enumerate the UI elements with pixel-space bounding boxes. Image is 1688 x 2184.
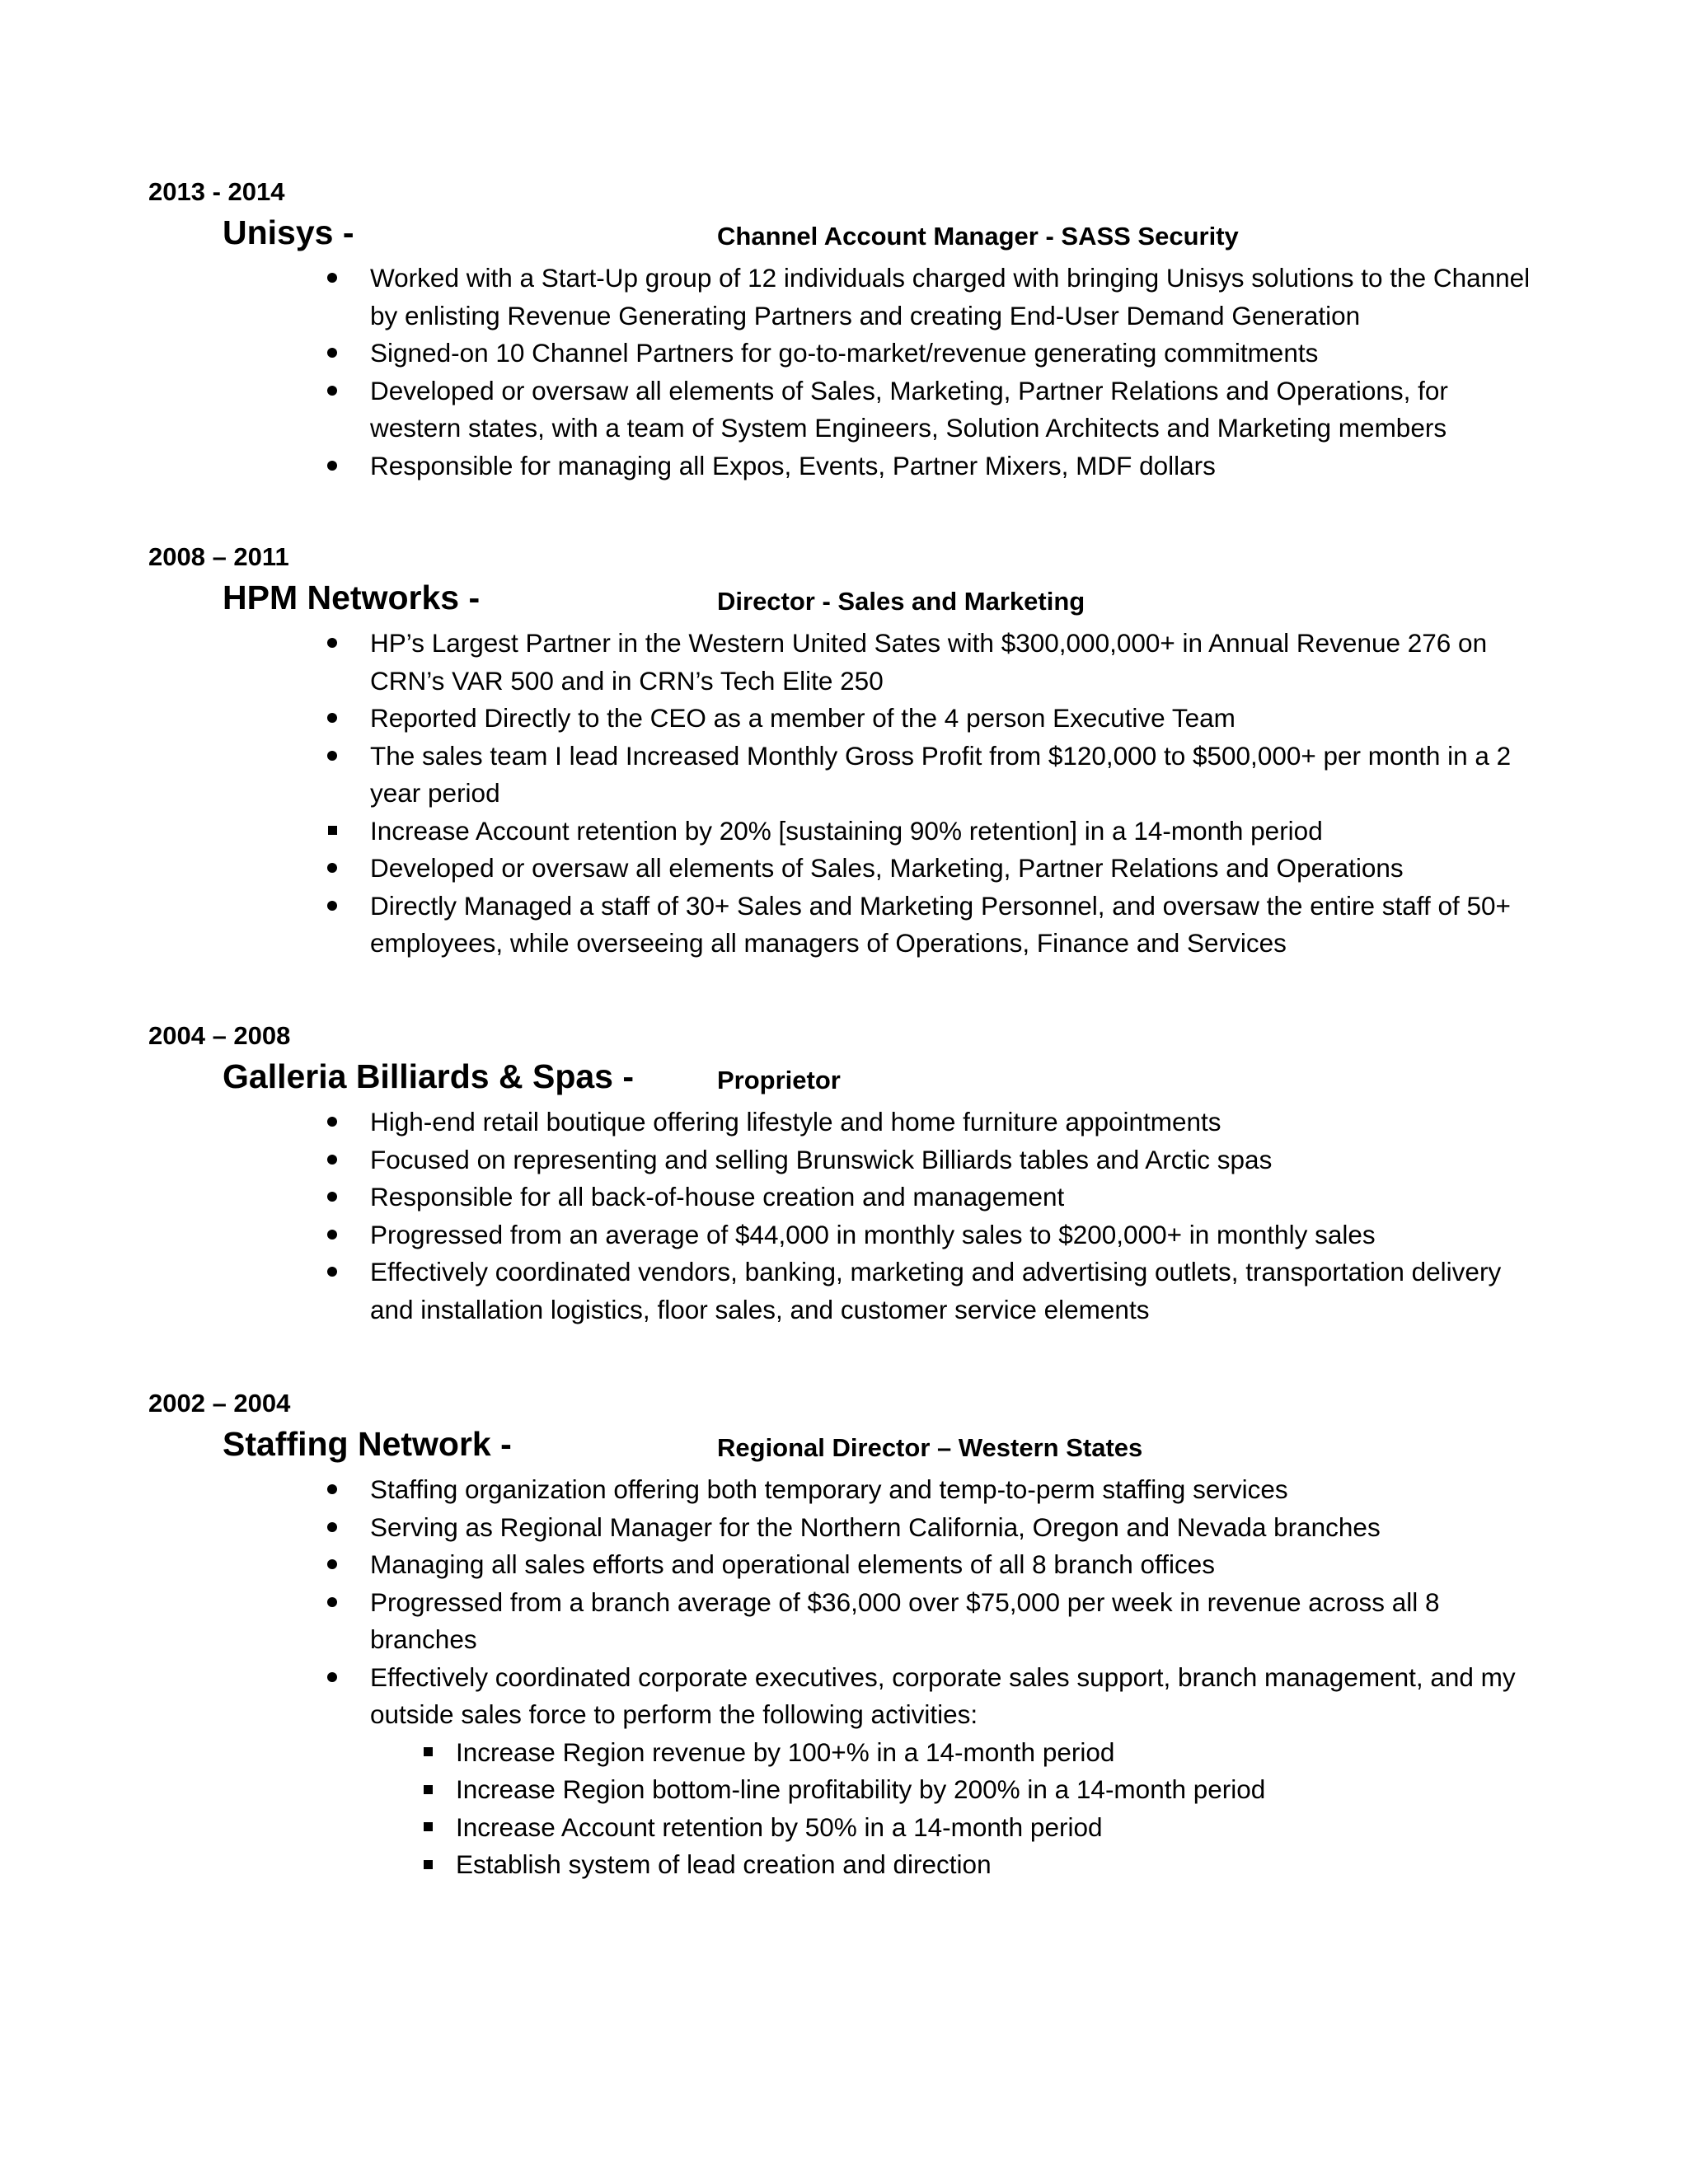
company-name: HPM Networks - <box>223 579 481 616</box>
job-years: 2004 – 2008 <box>148 1021 291 1050</box>
job-bullet-list <box>0 625 1688 963</box>
bullet-text: HP’s Largest Partner in the Western United Sates with $300,000,000+ in Annual Revenue 276 on CRN’s VAR 500 and in CRN’s Tech Elite 250 <box>370 628 1488 696</box>
job-role: Proprietor <box>717 1066 841 1094</box>
bullet-text: Worked with a Start-Up group of 12 individuals charged with bringing Unisys solutions to the Channel by enlisting Revenue Generating Partners and creating End-User Demand Generation <box>370 263 1531 330</box>
bullet-dot-icon <box>320 888 345 926</box>
list-item <box>0 1254 1540 1329</box>
list-item <box>0 1509 1540 1547</box>
bullet-dot-icon <box>320 1141 345 1179</box>
bullet-text: Managing all sales efforts and operational elements of all 8 branch offices <box>370 1549 1215 1579</box>
bullet-square-icon <box>420 1734 436 1772</box>
list-item <box>0 700 1540 738</box>
list-item <box>0 850 1540 888</box>
job-role: Regional Director – Western States <box>717 1433 1143 1462</box>
job-years: 2002 – 2004 <box>148 1389 291 1418</box>
list-item <box>0 448 1540 485</box>
bullet-dot-icon <box>320 850 345 888</box>
list-item <box>0 335 1540 373</box>
bullet-dot-icon <box>320 1509 345 1547</box>
list-item <box>370 1846 1540 1884</box>
list-item <box>0 1216 1540 1254</box>
bullet-dot-icon <box>320 1254 345 1291</box>
list-item <box>370 1809 1540 1847</box>
company-name: Unisys - <box>223 213 354 251</box>
bullet-text: Responsible for all back-of-house creation and management <box>370 1182 1065 1212</box>
job-role: Director - Sales and Marketing <box>717 587 1085 616</box>
sub-bullet-text: Establish system of lead creation and direction <box>456 1849 992 1879</box>
bullet-dot-icon <box>320 700 345 738</box>
bullet-dot-icon <box>320 1471 345 1509</box>
bullet-text: Developed or oversaw all elements of Sales, Marketing, Partner Relations and Operations <box>370 853 1404 883</box>
bullet-text: Responsible for managing all Expos, Events, Partner Mixers, MDF dollars <box>370 450 1216 480</box>
bullet-dot-icon <box>320 625 345 663</box>
bullet-text: Progressed from a branch average of $36,000 over $75,000 per week in revenue across all 8 branches <box>370 1586 1440 1654</box>
bullet-text: The sales team I lead Increased Monthly Gross Profit from $120,000 to $500,000+ per month in a 2 year period <box>370 740 1512 808</box>
bullet-dot-icon <box>320 1179 345 1216</box>
list-item <box>0 738 1540 813</box>
bullet-dot-icon <box>320 738 345 776</box>
bullet-text: Effectively coordinated vendors, banking, marketing and advertising outlets, transportation delivery and installation logistics, floor sales, and customer service elements <box>370 1257 1502 1324</box>
list-item <box>0 1179 1540 1216</box>
list-item <box>0 888 1540 963</box>
job-years: 2013 - 2014 <box>148 177 285 206</box>
bullet-text: Serving as Regional Manager for the Northern California, Oregon and Nevada branches <box>370 1511 1381 1542</box>
sub-bullet-text: Increase Region revenue by 100+% in a 14-month period <box>456 1736 1115 1767</box>
sub-bullet-list <box>370 1734 1540 1884</box>
bullet-text: Increase Account retention by 20% [sustaining 90% retention] in a 14-month period <box>370 815 1323 846</box>
sub-bullet-text: Increase Account retention by 50% in a 14-month period <box>456 1811 1103 1842</box>
bullet-dot-icon <box>320 335 345 373</box>
job-years: 2008 – 2011 <box>148 542 289 571</box>
job-bullet-list <box>0 260 1688 485</box>
bullet-text: Reported Directly to the CEO as a member of the 4 person Executive Team <box>370 703 1236 733</box>
bullet-text: Staffing organization offering both temporary and temp-to-perm staffing services <box>370 1474 1288 1504</box>
list-item <box>0 1104 1540 1141</box>
list-item <box>370 1771 1540 1809</box>
job-role: Channel Account Manager - SASS Security <box>717 222 1239 251</box>
sub-bullet-text: Increase Region bottom-line profitability by 200% in a 14-month period <box>456 1774 1266 1804</box>
list-item <box>0 1584 1540 1659</box>
bullet-dot-icon <box>320 1659 345 1697</box>
bullet-square-icon <box>420 1771 436 1809</box>
list-item <box>0 373 1540 448</box>
list-item <box>0 1659 1540 1884</box>
bullet-square-icon <box>420 1809 436 1847</box>
bullet-dot-icon <box>320 448 345 485</box>
bullet-dot-icon <box>320 373 345 410</box>
list-item <box>0 1471 1540 1509</box>
bullet-dot-icon <box>320 260 345 298</box>
list-item <box>0 1546 1540 1584</box>
list-item <box>0 1141 1540 1179</box>
company-name: Galleria Billiards & Spas - <box>223 1057 635 1095</box>
list-item <box>0 813 1540 851</box>
bullet-text: Progressed from an average of $44,000 in monthly sales to $200,000+ in monthly sales <box>370 1219 1376 1249</box>
bullet-text: Developed or oversaw all elements of Sales, Marketing, Partner Relations and Operations, for western states, with a team of System Engineers, Solution Architects and Marketing members <box>370 375 1448 443</box>
list-item <box>370 1734 1540 1772</box>
company-name: Staffing Network - <box>223 1425 512 1463</box>
list-item <box>0 625 1540 700</box>
bullet-dot-icon <box>320 1216 345 1254</box>
bullet-text: Directly Managed a staff of 30+ Sales and Marketing Personnel, and oversaw the entire staff of 50+ employees, while overseeing all managers of Operations, Finance and Services <box>370 890 1511 958</box>
bullet-text: Focused on representing and selling Brunswick Billiards tables and Arctic spas <box>370 1144 1273 1174</box>
bullet-dot-icon <box>320 1546 345 1584</box>
bullet-text: Effectively coordinated corporate executives, corporate sales support, branch management, and my outside sales force to perform the following activities: <box>370 1661 1516 1729</box>
bullet-square-icon <box>320 813 345 851</box>
bullet-dot-icon <box>320 1584 345 1622</box>
list-item <box>0 260 1540 335</box>
bullet-text: High-end retail boutique offering lifestyle and home furniture appointments <box>370 1107 1221 1137</box>
bullet-square-icon <box>420 1846 436 1884</box>
bullet-text: Signed-on 10 Channel Partners for go-to-market/revenue generating commitments <box>370 338 1319 368</box>
job-bullet-list <box>0 1471 1688 1884</box>
job-bullet-list <box>0 1104 1688 1329</box>
bullet-dot-icon <box>320 1104 345 1141</box>
